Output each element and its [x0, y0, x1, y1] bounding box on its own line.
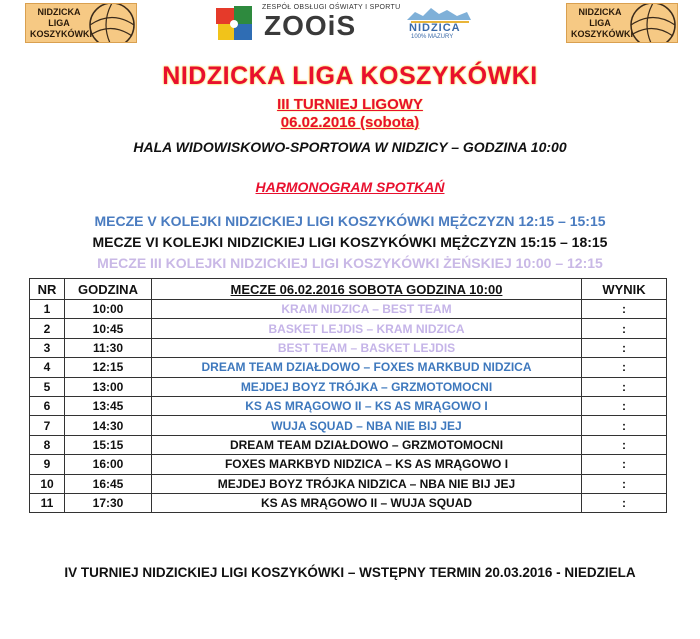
schedule-table — [29, 278, 667, 513]
cell-match: KRAM NIDZICA – BEST TEAM — [152, 300, 582, 319]
puzzle-logo-icon — [212, 2, 260, 44]
cell-nr: 4 — [30, 358, 65, 377]
cell-result: : — [582, 416, 667, 435]
cell-nr: 2 — [30, 319, 65, 338]
cell-match: FOXES MARKBYD NIDZICA – KS AS MRĄGOWO I — [152, 455, 582, 474]
cell-time: 15:15 — [65, 435, 152, 454]
cell-match: BEST TEAM – BASKET LEJDIS — [152, 338, 582, 357]
logo-line-3: KOSZYKÓWKI — [30, 29, 92, 39]
city-name: NIDZICA — [409, 22, 461, 34]
round-info-men-vi: MECZE VI KOLEJKI NIDZICKIEJ LIGI KOSZYKÓWKI MĘŻCZYZN 15:15 – 18:15 — [92, 234, 608, 250]
table-row — [30, 416, 667, 435]
cell-result: : — [582, 396, 667, 415]
cell-time: 16:45 — [65, 474, 152, 493]
cell-time: 11:30 — [65, 338, 152, 357]
cell-result: : — [582, 358, 667, 377]
league-logo-right — [566, 3, 678, 43]
city-tagline: 100% MAZURY — [411, 34, 454, 40]
logo-line-1: NIDZICKA — [578, 7, 622, 17]
cell-nr: 5 — [30, 377, 65, 396]
cell-match: WUJA SQUAD – NBA NIE BIJ JEJ — [152, 416, 582, 435]
cell-match: MEJDEJ BOYZ TRÓJKA NIDZICA – NBA NIE BIJ JEJ — [152, 474, 582, 493]
cell-nr: 8 — [30, 435, 65, 454]
cell-time: 14:30 — [65, 416, 152, 435]
cell-time: 12:15 — [65, 358, 152, 377]
round-info-women-iii: MECZE III KOLEJKI NIDZICKIEJ LIGI KOSZYKÓWKI ŻEŃSKIEJ 10:00 – 12:15 — [97, 255, 603, 271]
schedule-rows — [30, 300, 667, 513]
next-tournament-note: IV TURNIEJ NIDZICKIEJ LIGI KOSZYKÓWKI – WSTĘPNY TERMIN 20.03.2016 - NIEDZIELA — [64, 565, 636, 580]
table-row — [30, 435, 667, 454]
cell-time: 13:00 — [65, 377, 152, 396]
table-row — [30, 319, 667, 338]
cell-nr: 10 — [30, 474, 65, 493]
logo-line-1: NIDZICKA — [37, 7, 81, 17]
table-row — [30, 338, 667, 357]
cell-time: 17:30 — [65, 493, 152, 512]
cell-nr: 9 — [30, 455, 65, 474]
cell-match: KS AS MRĄGOWO II – WUJA SQUAD — [152, 493, 582, 512]
cell-result: : — [582, 377, 667, 396]
tournament-subtitle: III TURNIEJ LIGOWY — [277, 96, 423, 113]
cell-nr: 1 — [30, 300, 65, 319]
table-row — [30, 377, 667, 396]
cell-result: : — [582, 493, 667, 512]
venue-line: HALA WIDOWISKOWO-SPORTOWA W NIDZICY – GODZINA 10:00 — [133, 139, 567, 155]
table-row — [30, 493, 667, 512]
table-row — [30, 474, 667, 493]
cell-match: BASKET LEJDIS – KRAM NIDZICA — [152, 319, 582, 338]
cell-result: : — [582, 435, 667, 454]
table-row — [30, 300, 667, 319]
header-nr: NR — [30, 279, 65, 300]
header-matches: MECZE 06.02.2016 SOBOTA GODZINA 10:00 — [152, 279, 582, 300]
page-title: NIDZICKA LIGA KOSZYKÓWKI — [162, 62, 538, 90]
table-row — [30, 358, 667, 377]
cell-result: : — [582, 455, 667, 474]
cell-time: 13:45 — [65, 396, 152, 415]
cell-result: : — [582, 474, 667, 493]
zoois-wordmark: ZOOiS — [264, 10, 357, 41]
round-info-men-v: MECZE V KOLEJKI NIDZICKIEJ LIGI KOSZYKÓWKI MĘŻCZYZN 12:15 – 15:15 — [94, 213, 606, 229]
basketball-icon — [82, 3, 137, 43]
header-time: GODZINA — [65, 279, 152, 300]
cell-time: 10:45 — [65, 319, 152, 338]
table-row — [30, 455, 667, 474]
cell-nr: 7 — [30, 416, 65, 435]
zoois-subtitle: ZESPÓŁ OBSŁUGI OŚWIATY I SPORTU — [262, 4, 401, 11]
logo-line-2: LIGA — [48, 18, 70, 28]
table-row — [30, 396, 667, 415]
zoois-logo — [212, 2, 401, 44]
cell-nr: 3 — [30, 338, 65, 357]
basketball-icon — [623, 3, 678, 43]
logo-line-3: KOSZYKÓWKI — [571, 29, 633, 39]
cell-match: KS AS MRĄGOWO II – KS AS MRĄGOWO I — [152, 396, 582, 415]
cell-match: DREAM TEAM DZIAŁDOWO – FOXES MARKBUD NIDZICA — [152, 358, 582, 377]
cell-time: 16:00 — [65, 455, 152, 474]
logo-line-2: LIGA — [589, 18, 611, 28]
nidzica-logo — [405, 4, 473, 44]
cell-result: : — [582, 319, 667, 338]
castle-icon — [405, 4, 473, 24]
cell-nr: 11 — [30, 493, 65, 512]
table-header-row — [30, 279, 667, 300]
cell-match: MEJDEJ BOYZ TRÓJKA – GRZMOTOMOCNI — [152, 377, 582, 396]
cell-result: : — [582, 338, 667, 357]
cell-result: : — [582, 300, 667, 319]
header-result: WYNIK — [582, 279, 667, 300]
league-logo-text — [30, 7, 92, 40]
cell-time: 10:00 — [65, 300, 152, 319]
tournament-date: 06.02.2016 (sobota) — [280, 114, 420, 131]
cell-match: DREAM TEAM DZIAŁDOWO – GRZMOTOMOCNI — [152, 435, 582, 454]
schedule-heading: HARMONOGRAM SPOTKAŃ — [255, 179, 445, 195]
cell-nr: 6 — [30, 396, 65, 415]
league-logo-left — [25, 3, 137, 43]
league-logo-text — [571, 7, 633, 40]
